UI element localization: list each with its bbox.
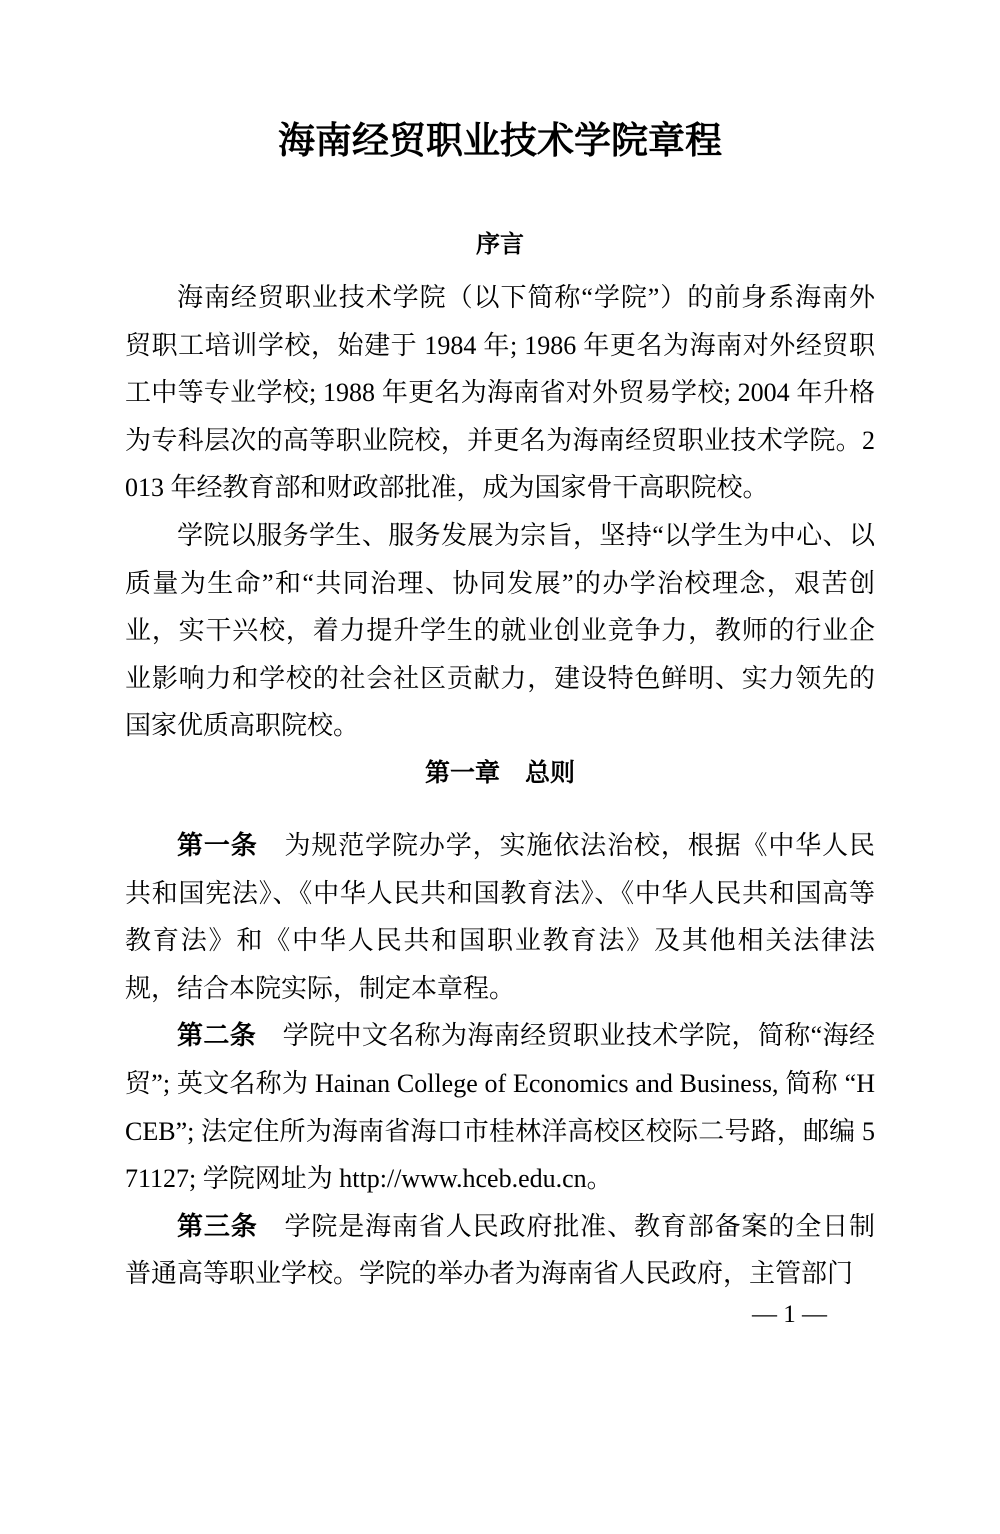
- article-number: 第二条: [177, 1021, 257, 1051]
- document-title: 海南经贸职业技术学院章程: [278, 121, 722, 162]
- page-number: — 1 —: [752, 1300, 827, 1328]
- paragraph-text: 学院中文名称为海南经贸职业技术学院，简称“海经贸”; 英文名称为 Hainan College of Economics and Business, 简称 “HCEB”; 法定住所为海南省海口市桂林洋高校区校际二号路，邮编 571127; 学院网址为 http://www.hceb.edu.cn。: [125, 1021, 875, 1194]
- body-paragraph: [125, 274, 875, 512]
- section-heading: 序言: [476, 231, 524, 258]
- document-body: [125, 230, 875, 1298]
- body-paragraph: [125, 1203, 875, 1298]
- body-paragraph: [125, 1012, 875, 1202]
- paragraph-text: 学院是海南省人民政府批准、教育部备案的全日制普通高等职业学校。学院的举办者为海南省人民政府，主管部门: [125, 1211, 875, 1289]
- article-number: 第三条: [177, 1211, 258, 1241]
- article-number: 第一条: [177, 830, 258, 860]
- document-page: [0, 120, 1000, 1534]
- section-heading: 第一章 总则: [424, 758, 575, 787]
- paragraph-text: 学院以服务学生、服务发展为宗旨，坚持“以学生为中心、以质量为生命”和“共同治理、协同发展”的办学治校理念，艰苦创业，实干兴校，着力提升学生的就业创业竞争力，教师的行业企业影响力和学校的社会社区贡献力，建设特色鲜明、实力领先的国家优质高职院校。: [125, 520, 875, 741]
- paragraph-text: 海南经贸职业技术学院（以下简称“学院”）的前身系海南外贸职工培训学校，始建于 1984 年; 1986 年更名为海南对外经贸职工中等专业学校; 1988 年更名为海南省对外贸易学校; 2004 年升格为专科层次的高等职业院校，并更名为海南经贸职业技术学院。2013 年经教育部和财政部批准，成为国家骨干高职院校。: [125, 283, 875, 503]
- body-paragraph: [125, 512, 875, 750]
- paragraph-text: 为规范学院办学，实施依法治校，根据《中华人民共和国宪法》、《中华人民共和国教育法》、《中华人民共和国高等教育法》和《中华人民共和国职业教育法》及其他相关法律法规，结合本院实际，制定本章程。: [125, 830, 875, 1003]
- body-paragraph: [125, 822, 875, 1012]
